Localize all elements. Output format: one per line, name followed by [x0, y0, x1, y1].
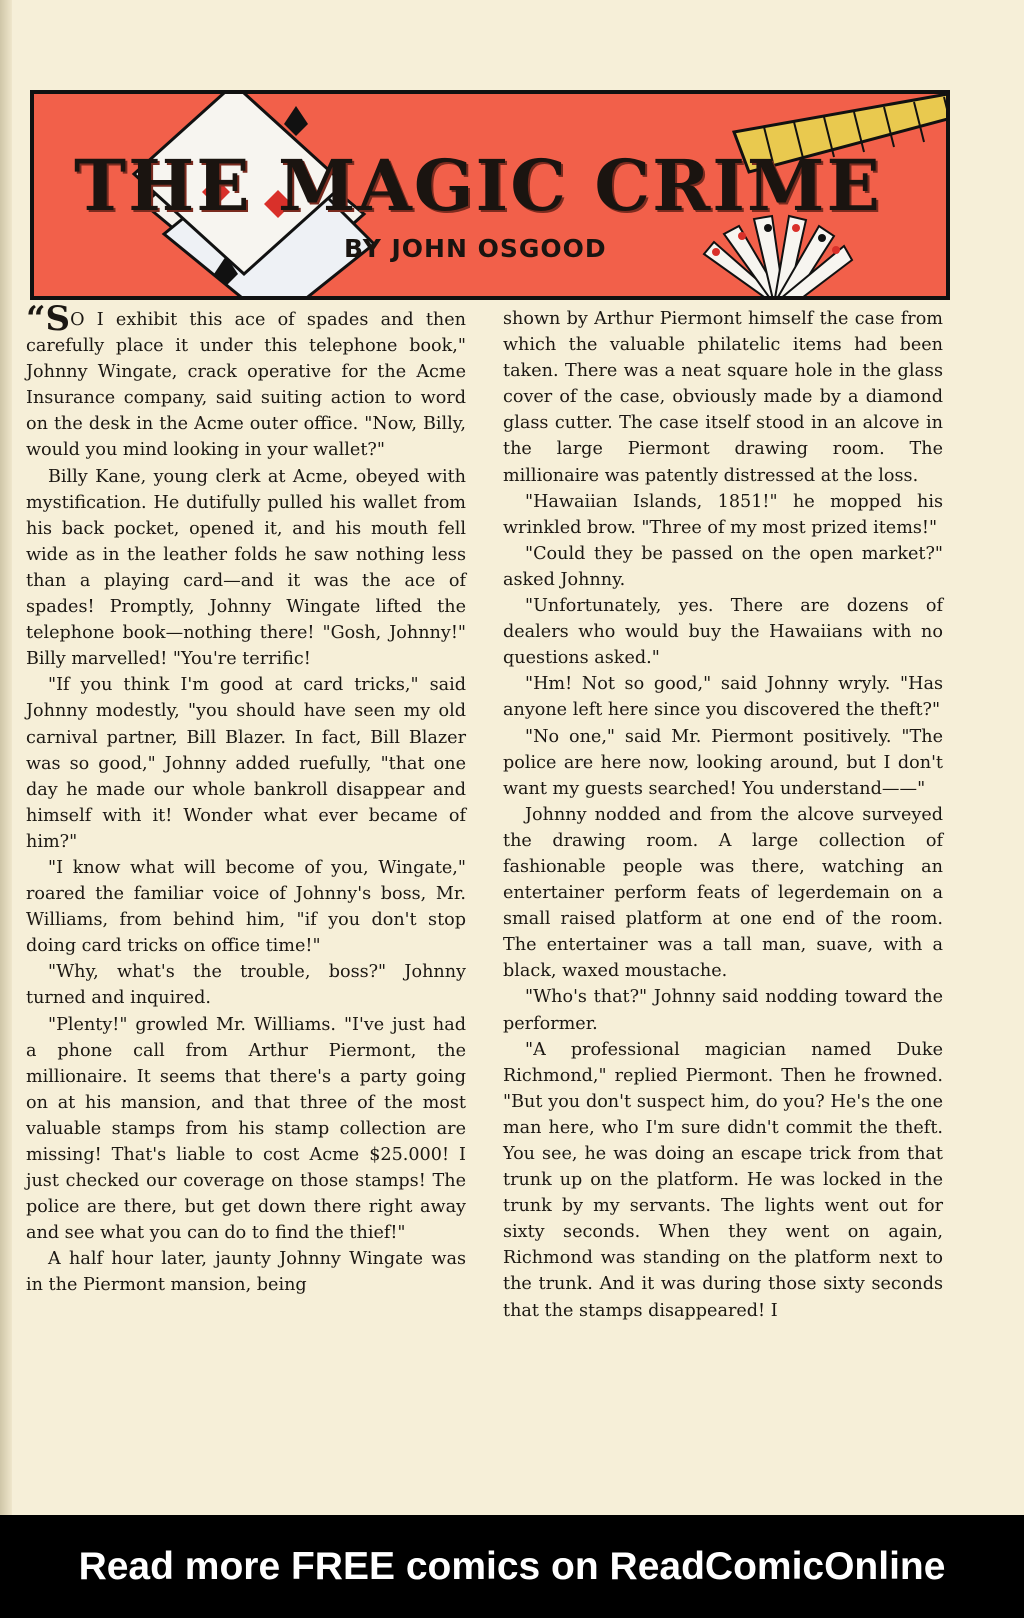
story-paragraph: "Why, what's the trouble, boss?" Johnny turned and inquired.: [26, 962, 466, 1009]
story-paragraph: "Could they be passed on the open market?" asked Johnny.: [503, 543, 943, 590]
story-title: THE MAGIC CRIME: [74, 144, 882, 227]
story-paragraph: Johnny nodded and from the alcove surveyed the drawing room. A large collection of fashionable people was there, watching an entertainer perform feats of legerdemain on a small raised platform at one end of the room. The entertainer was a tall man, suave, with a black, waxed moustache.: [503, 804, 943, 982]
drop-cap: “S: [26, 299, 71, 339]
story-paragraph: "Hawaiian Islands, 1851!" he mopped his wrinkled brow. "Three of my most prized items!": [503, 491, 943, 538]
story-paragraph: shown by Arthur Piermont himself the case from which the valuable philatelic items had been taken. There was a neat square hole in the glass cover of the case, obviously made by a diamond glass cutter. The case itself stood in an alcove in the large Piermont drawing room. The millionaire was patently distressed at the loss.: [503, 309, 943, 486]
story-paragraph: "I know what will become of you, Wingate," roared the familiar voice of Johnny's boss, Mr. Williams, from behind him, "if you don't stop doing card tricks on office time!": [26, 857, 466, 957]
story-paragraph: "Who's that?" Johnny said nodding toward the performer.: [503, 987, 943, 1034]
story-paragraph: "No one," said Mr. Piermont positively. "The police are here now, looking around, but I don't want my guests searched! You understand——": [503, 726, 943, 799]
story-paragraph: "A professional magician named Duke Richmond," replied Piermont. Then he frowned. "But you don't suspect him, do you? He's the one man here, who I'm sure didn't commit the theft. You see, he was doing an escape trick from that trunk up on the platform. He was locked in the trunk by my servants. The lights went out for sixty seconds. When they went on again, Richmond was standing on the platform next to the trunk. And it was during those sixty seconds that the stamps disappeared! I: [503, 1039, 943, 1321]
story-title-banner: [30, 90, 950, 300]
story-paragraph: "Hm! Not so good," said Johnny wryly. "Has anyone left here since you discovered the theft?": [503, 674, 943, 721]
promo-footer-banner[interactable]: Read more FREE comics on ReadComicOnline: [0, 1515, 1024, 1618]
story-paragraph: "Unfortunately, yes. There are dozens of dealers who would buy the Hawaiians with no questions asked.": [503, 596, 943, 669]
story-column-right: [503, 306, 943, 1324]
story-paragraph: Billy Kane, young clerk at Acme, obeyed with mystification. He dutifully pulled his wallet from his back pocket, opened it, and his mouth fell wide as in the leather folds he saw nothing less than a playing card—and it was the ace of spades! Promptly, Johnny Wingate lifted the telephone book—nothing there! "Gosh, Johnny!" Billy marvelled! "You're terrific!: [26, 466, 466, 670]
story-byline: BY JOHN OSGOOD: [344, 234, 607, 263]
story-paragraph: A half hour later, jaunty Johnny Wingate was in the Piermont mansion, being: [26, 1249, 466, 1296]
story-paragraph: "If you think I'm good at card tricks," said Johnny modestly, "you should have seen my old carnival partner, Bill Blazer. In fact, Bill Blazer was so good," Johnny added ruefully, "that one day he made our whole bankroll disappear and himself with it! Wonder what ever became of him?": [26, 675, 466, 852]
story-paragraph: "Plenty!" growled Mr. Williams. "I've just had a phone call from Arthur Piermont, the millionaire. It seems that there's a party going on at his mansion, and that three of the most valuable stamps from his stamp collection are missing! That's liable to cost Acme $25.000! I just checked our coverage on those stamps! The police are there, but get down there right away and see what you can do to find the thief!": [26, 1014, 466, 1244]
story-column-left: [26, 299, 466, 1299]
page-edge: [0, 0, 12, 1515]
story-paragraph: “SO I exhibit this ace of spades and then carefully place it under this telephone book," Johnny Wingate, crack operative for the Acme Insurance company, said suiting action to word on the desk in the Acme outer office. "Now, Billy, would you mind looking in your wallet?": [26, 299, 466, 461]
